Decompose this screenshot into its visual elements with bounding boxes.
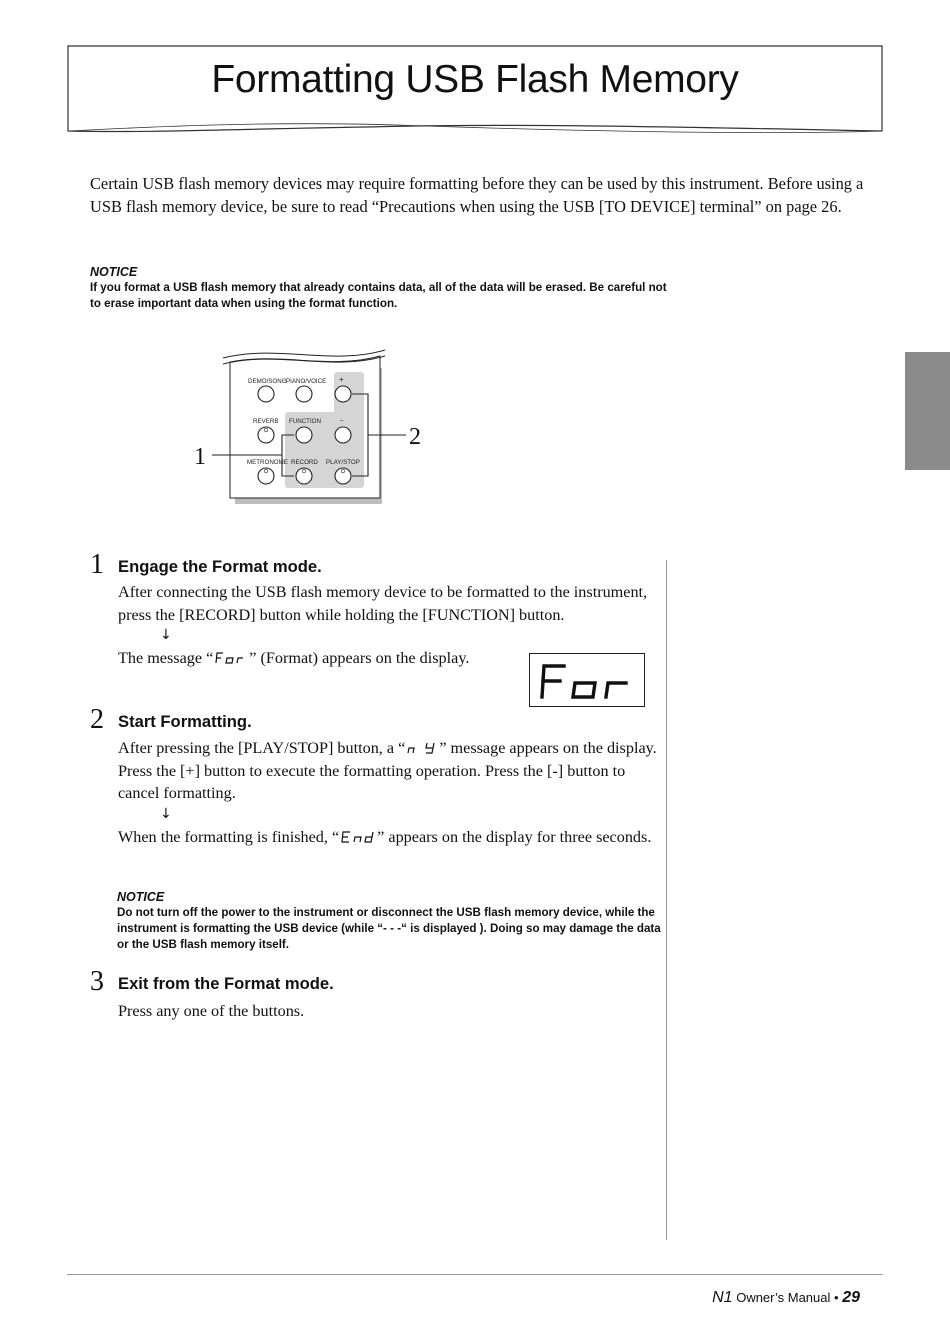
step-2-number: 2 xyxy=(90,704,104,735)
page-number: 29 xyxy=(842,1289,860,1306)
step-1-body: After connecting the USB flash memory device to be formatted to the instrument, press the [RECORD] button while holding the [FUNCTION] button. xyxy=(118,583,648,624)
callout-1: 1 xyxy=(194,444,206,470)
step-2-title: Start Formatting. xyxy=(118,712,252,731)
label-plus: + xyxy=(339,375,344,384)
step-3-body: Press any one of the buttons. xyxy=(118,1002,305,1020)
lcd-display-for xyxy=(530,654,644,706)
label-record: RECORD xyxy=(291,459,318,466)
footer-manual: Owner’s Manual xyxy=(736,1290,831,1305)
section-side-tab xyxy=(905,352,950,470)
label-minus: – xyxy=(340,417,344,424)
column-divider xyxy=(666,560,667,1240)
notice-block xyxy=(90,265,670,312)
control-panel-figure xyxy=(190,340,430,515)
page-footer xyxy=(712,1289,860,1307)
notice-block xyxy=(117,890,662,953)
step-1-title: Engage the Format mode. xyxy=(118,557,322,576)
label-function: FUNCTION xyxy=(289,418,321,425)
plus-button[interactable] xyxy=(335,386,351,402)
reverb-led xyxy=(264,428,268,432)
notice-label: NOTICE xyxy=(117,890,165,904)
lcd-ny-inline xyxy=(405,741,439,755)
lcd-end-inline xyxy=(339,830,377,844)
intro-paragraph: Certain USB flash memory devices may require formatting before they can be used by this instrument. Before using a USB flash memory device, be sure to read “Precautions when using the USB [TO DEVICE] terminal” on page 26. xyxy=(90,174,864,216)
step-3-number: 3 xyxy=(90,966,104,997)
page-title: Formatting USB Flash Memory xyxy=(211,58,739,101)
step-3-title: Exit from the Format mode. xyxy=(118,974,334,993)
piano-voice-button[interactable] xyxy=(296,386,312,402)
step-2-arrow: ↓ xyxy=(160,806,172,822)
notice-label: NOTICE xyxy=(90,265,138,279)
label-demo-song: DEMO/SONG xyxy=(248,378,287,385)
function-button[interactable] xyxy=(296,427,312,443)
lcd-display xyxy=(529,653,645,707)
footer-bullet: • xyxy=(834,1290,839,1305)
footer-model: N1 xyxy=(712,1289,733,1306)
callout-2: 2 xyxy=(409,424,421,450)
demo-song-button[interactable] xyxy=(258,386,274,402)
record-led xyxy=(302,469,306,473)
minus-button[interactable] xyxy=(335,427,351,443)
step-1-number: 1 xyxy=(90,549,104,580)
step-2-result: When the formatting is finished, “ ” appears on the display for three seconds. xyxy=(118,828,652,846)
step-2-body: After pressing the [PLAY/STOP] button, a “ ” message appears on the display. Press the [+] button to execute the formatting operation. Press the [-] button to cancel formatting. xyxy=(118,739,657,802)
label-metronome: METRONOME xyxy=(247,459,288,466)
step-1-result: The message “ ” (Format) appears on the display. xyxy=(118,649,470,667)
notice-text: Do not turn off the power to the instrument or disconnect the USB flash memory device, while the instrument is formatting the USB device (while “- - -“ is displayed ). Doing so may damage the data or the USB flash memory itself. xyxy=(117,906,661,951)
step-1-arrow: ↓ xyxy=(160,627,172,643)
label-piano-voice: PIANO/VOICE xyxy=(286,378,327,385)
label-reverb: REVERB xyxy=(253,418,279,425)
notice-text: If you format a USB flash memory that already contains data, all of the data will be erased. Be careful not to erase important data when using the format function. xyxy=(90,281,667,310)
footer-rule xyxy=(67,1274,883,1275)
lcd-for-inline xyxy=(213,651,249,665)
metronome-led xyxy=(264,469,268,473)
play-stop-led xyxy=(341,469,345,473)
label-play-stop: PLAY/STOP xyxy=(326,459,360,466)
